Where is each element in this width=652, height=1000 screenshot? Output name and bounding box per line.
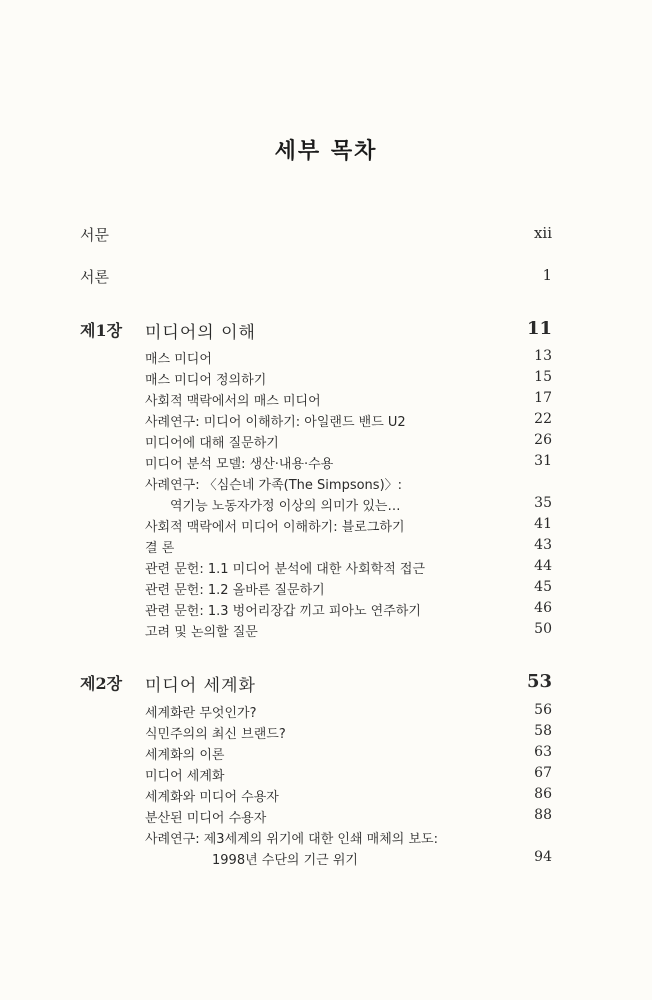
chapter-page: 53	[526, 671, 552, 692]
entry-page: 13	[534, 348, 552, 364]
entry-page: 88	[534, 807, 552, 823]
entry-page: 67	[534, 765, 552, 781]
entry-label: 사회적 맥락에서의 매스 미디어	[145, 394, 321, 409]
entry-page: 45	[534, 579, 552, 595]
entry-label: 서론	[80, 268, 109, 286]
page-title: 세부 목차	[274, 139, 378, 164]
toc-entry[interactable]	[0, 621, 652, 645]
chapter-1-heading[interactable]	[0, 318, 652, 348]
entry-page: 94	[534, 849, 552, 865]
entry-label: 매스 미디어 정의하기	[145, 373, 267, 388]
entry-page: 50	[534, 621, 552, 637]
entry-label: 고려 및 논의할 질문	[145, 625, 258, 640]
entry-label: 결 론	[145, 541, 175, 556]
entry-label: 사례연구: 〈심슨네 가족(The Simpsons)〉:	[145, 478, 403, 493]
entry-label: 사례연구: 미디어 이해하기: 아일랜드 밴드 U2	[145, 415, 406, 430]
entry-label: 사례연구: 제3세계의 위기에 대한 인쇄 매체의 보도:	[145, 832, 438, 847]
entry-label: 세계화의 이론	[145, 748, 225, 763]
chapter-title: 미디어의 이해	[145, 323, 256, 343]
entry-label: 분산된 미디어 수용자	[145, 811, 267, 826]
entry-label: 미디어 세계화	[145, 769, 225, 784]
entry-page: 46	[534, 600, 552, 616]
entry-label: 서문	[80, 226, 109, 244]
entry-page: 44	[534, 558, 552, 574]
entry-label: 미디어 분석 모델: 생산·내용·수용	[145, 457, 334, 472]
entry-label: 미디어에 대해 질문하기	[145, 436, 279, 451]
toc-entry-introduction[interactable]	[0, 266, 652, 290]
entry-page: 63	[534, 744, 552, 760]
entry-page: 41	[534, 516, 552, 532]
chapter-page: 11	[526, 318, 552, 339]
entry-page: 86	[534, 786, 552, 802]
entry-label: 관련 문헌: 1.2 올바른 질문하기	[145, 583, 325, 598]
entry-label: 사회적 맥락에서 미디어 이해하기: 블로그하기	[145, 520, 405, 535]
entry-label: 세계화와 미디어 수용자	[145, 790, 279, 805]
entry-label: 관련 문헌: 1.1 미디어 분석에 대한 사회학적 접근	[145, 562, 426, 577]
entry-page: 56	[534, 702, 552, 718]
entry-page: 43	[534, 537, 552, 553]
entry-page: xii	[533, 224, 552, 242]
toc-entry-preface[interactable]	[0, 224, 652, 248]
chapter-title: 미디어 세계화	[145, 676, 256, 696]
entry-label: 관련 문헌: 1.3 벙어리장갑 끼고 피아노 연주하기	[145, 604, 421, 619]
chapter-number: 제2장	[80, 674, 123, 693]
entry-label: 1998년 수단의 기근 위기	[212, 853, 358, 868]
entry-page: 15	[534, 369, 552, 385]
entry-page: 17	[534, 390, 552, 406]
entry-page: 58	[534, 723, 552, 739]
entry-label: 식민주의의 최신 브랜드?	[145, 727, 286, 742]
entry-label: 세계화란 무엇인가?	[145, 706, 257, 721]
entry-page: 1	[542, 266, 552, 284]
entry-page: 35	[534, 495, 552, 511]
entry-label: 역기능 노동자가정 이상의 의미가 있는…	[170, 499, 401, 514]
chapter-2-heading[interactable]	[0, 671, 652, 701]
toc-entry-continued[interactable]	[0, 849, 652, 873]
entry-page: 26	[534, 432, 552, 448]
entry-page: 31	[534, 453, 552, 469]
entry-page: 22	[534, 411, 552, 427]
entry-label: 매스 미디어	[145, 352, 212, 367]
chapter-number: 제1장	[80, 321, 123, 340]
